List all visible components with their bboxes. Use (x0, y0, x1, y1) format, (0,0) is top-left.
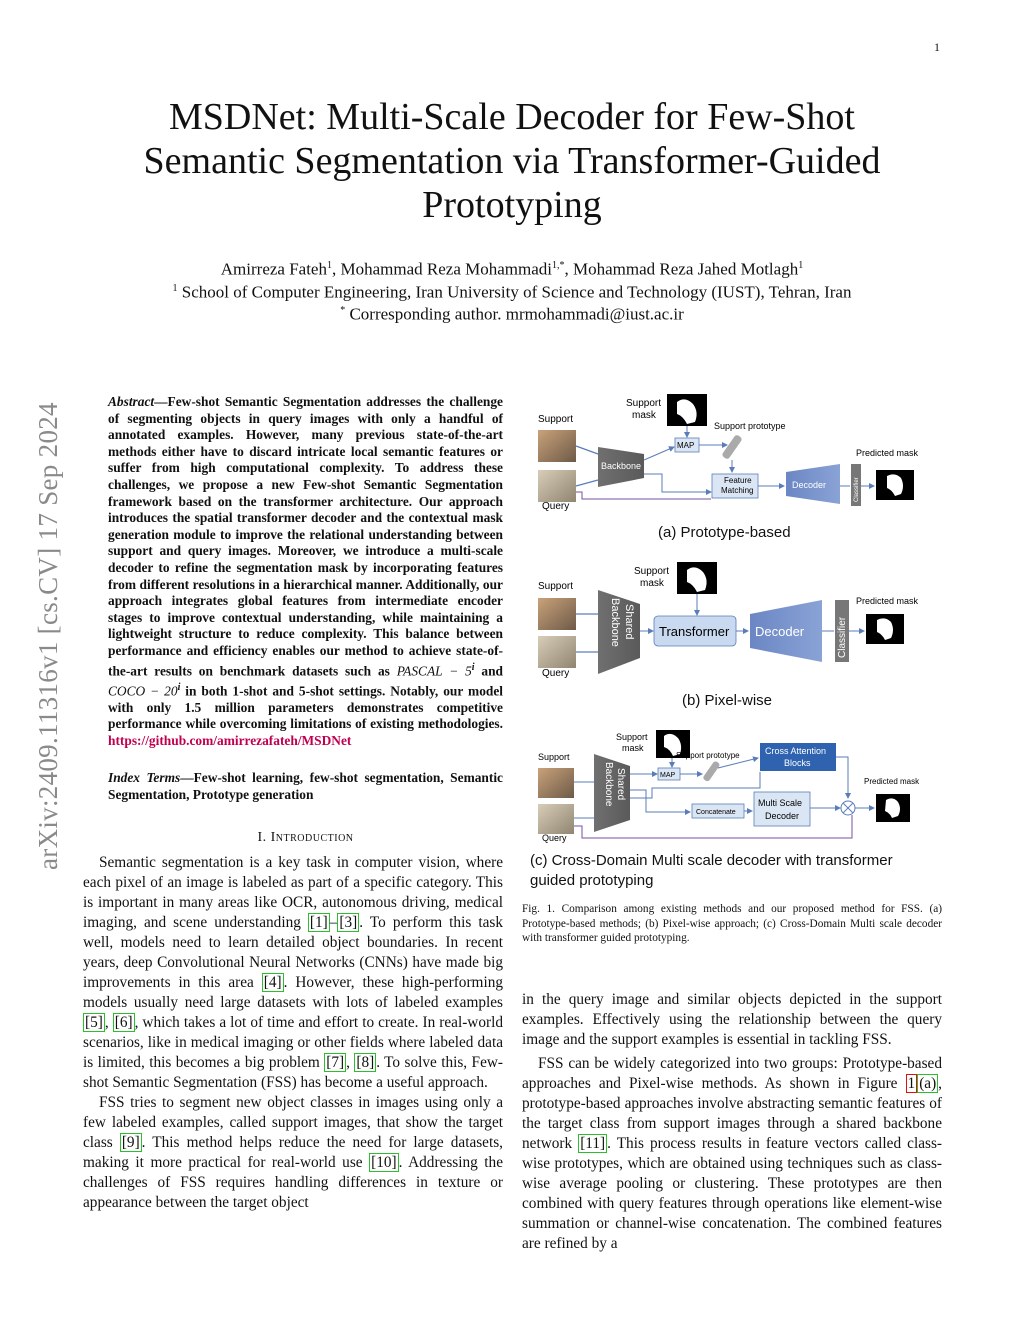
paragraph (522, 1054, 942, 1254)
abstract-dash: — (154, 394, 168, 409)
github-link[interactable]: https://github.com/amirrezafateh/MSDNet (108, 732, 352, 748)
author-affiliation-mark: 1 (326, 260, 332, 271)
citation-link[interactable]: [8] (356, 1054, 375, 1071)
citation-link[interactable]: [9] (121, 1134, 140, 1151)
prototype-based-diagram (522, 392, 942, 517)
arxiv-identifier-stamp: arXiv:2409.11316v1 [cs.CV] 17 Sep 2024 (33, 402, 63, 870)
support-image (538, 768, 574, 798)
arrow (576, 480, 598, 486)
label-query: Query (542, 501, 570, 512)
label-multi-scale: Multi Scale (758, 798, 803, 808)
index-terms-dash: — (180, 770, 194, 785)
dataset-superscript: i (471, 661, 475, 673)
label-decoder: Decoder (792, 480, 827, 490)
prototype-vector (702, 760, 720, 782)
text-run: FSS tries to segment new object classes in images using only a few labeled examples, called support images, that show the target class (83, 1094, 503, 1151)
text-run: – (329, 914, 338, 931)
right-column-text (522, 990, 942, 1254)
cross-domain-diagram (522, 728, 942, 848)
corresponding-mark: * (340, 305, 346, 316)
figure-1 (522, 392, 942, 902)
label-backbone: Backbone (601, 461, 642, 471)
prototype-vector (721, 434, 742, 460)
label-support: Support (538, 581, 574, 592)
abstract-text: and (474, 662, 503, 678)
author-list (80, 255, 944, 281)
citation-link[interactable]: [4] (263, 974, 282, 991)
query-image (538, 636, 576, 668)
label-query: Query (542, 833, 567, 843)
author-affiliation-mark: 1 (798, 260, 804, 271)
text-run: , prototype-based approaches involve abstracting semantic features of the target class from support images through a shared backbone network (522, 1075, 942, 1152)
abstract (108, 394, 503, 749)
text-run: FSS can be widely categorized into two groups: Prototype-based approaches and Pixel-wise methods. As shown in Figure (522, 1055, 942, 1092)
label-support-mask: mask (622, 743, 644, 753)
text-run: , (346, 1054, 355, 1071)
label-classifier: Classifier (837, 616, 848, 658)
label-classifier: Classifier (854, 477, 860, 502)
author-separator: , (331, 259, 341, 279)
text-run: . To solve this, Few-shot Semantic Segmentation (FSS) has become a useful approach. (83, 1054, 503, 1091)
label-concatenate: Concatenate (696, 809, 736, 816)
panel-b-caption: (b) Pixel-wise (682, 692, 773, 709)
label-backbone: Backbone (603, 762, 614, 807)
affiliation-text: School of Computer Engineering, Iran University of Science and Technology (IUST), Tehran, Iran (177, 282, 852, 302)
label-shared: Shared (623, 604, 635, 640)
label-cross-attention: Blocks (784, 758, 811, 768)
panel-c-caption: guided prototyping (530, 872, 654, 889)
arrow (576, 446, 598, 454)
label-support-mask: Support (626, 398, 662, 409)
label-predicted-mask: Predicted mask (856, 596, 919, 606)
label-matching: Matching (721, 486, 754, 495)
title-line-3: Prototyping (422, 184, 602, 226)
figure-link[interactable]: 1 (907, 1075, 916, 1092)
abstract-text: Few-shot Semantic Segmentation addresses the challenge of segmenting objects in query images with only a handful of annotated examples. However, many previous state-of-the-art methods either have to discard intricate local semantic features or suffer from high computational complexity. To address these challenges, we propose a new Few-shot Semantic Segmentation framework based on the transformer architecture. Our approach introduces the spatial transformer decoder and the contextual mask generation module to improve the relational understanding between support and query images. Moreover, we introduce a multi-scale decoder to refine the segmentation mask by incorporating features from different resolutions in a hierarchical manner. Additionally, our approach integrates global features from intermediate encoder stages to improve contextual understanding, while maintaining a lightweight structure to reduce complexity. This balance between performance and efficiency enables our method to achieve state-of-the-art results on benchmark datasets such as (108, 394, 503, 678)
label-support-mask: Support (634, 566, 670, 577)
support-image (538, 598, 576, 630)
paragraph: in the query image and similar objects depicted in the support examples. Effectively using the relationship between the query image and the support examples is essential in tackling FSS. (522, 991, 942, 1048)
label-support: Support (538, 752, 570, 762)
label-decoder: Decoder (755, 624, 805, 639)
arrow (576, 492, 711, 499)
panel-a-caption: (a) Prototype-based (658, 524, 791, 541)
paragraph (83, 853, 503, 1093)
corresponding-author (80, 300, 944, 326)
label-transformer: Transformer (659, 624, 730, 639)
index-terms-label: Index Terms (108, 770, 181, 785)
label-backbone: Backbone (609, 598, 621, 647)
citation-link[interactable]: [1] (309, 914, 328, 931)
paper-title (100, 95, 924, 227)
citation-link[interactable]: [5] (85, 1014, 103, 1031)
author-name: Mohammad Reza Mohammadi (340, 259, 552, 279)
label-decoder: Decoder (765, 811, 800, 821)
title-line-1: MSDNet: Multi-Scale Decoder for Few-Shot (169, 96, 855, 138)
arrow (630, 772, 760, 798)
panel-c-caption: (c) Cross-Domain Multi scale decoder with transformer (530, 852, 893, 869)
citation-link[interactable]: [3] (339, 914, 358, 931)
support-image (538, 430, 576, 462)
text-run: . However, these high-performing models usually need large datasets with lots of labeled examples (83, 974, 503, 1011)
author-name: Mohammad Reza Jahed Motlagh (573, 259, 799, 279)
label-map: MAP (660, 772, 676, 779)
label-support-mask: mask (640, 578, 664, 589)
citation-link[interactable]: [11] (580, 1135, 606, 1152)
label-shared: Shared (615, 768, 626, 801)
index-terms (108, 770, 503, 803)
label-predicted-mask: Predicted mask (856, 448, 919, 458)
page-number: 1 (934, 40, 940, 54)
label-predicted-mask: Predicted mask (864, 777, 920, 786)
text-run: . To perform this task well, models need to learn detailed object boundaries. In recent years, deep Convolutional Neural Networks (CNNs) have made big improvements in this area (83, 914, 503, 991)
figure-panel-b (522, 560, 942, 720)
abstract-text: in both 1-shot and 5-shot settings. Notably, our model with only 1.5 million parameters demonstrates competitive performance while overcoming limitations of existing methodologies. (108, 683, 504, 732)
introduction-text (83, 853, 503, 1213)
text-run: . This method helps reduce the need for large datasets, making it more practical for real-world use (83, 1134, 503, 1171)
text-run: , which takes a lot of time and effort to create. In real-world scenarios, like in medical imaging or other fields where labeled data is limited, this becomes a big problem (83, 1014, 503, 1071)
query-image (538, 470, 576, 502)
citation-link[interactable]: [6] (114, 1014, 133, 1031)
label-map: MAP (677, 441, 695, 450)
section-heading (108, 830, 503, 846)
section-title: Introduction (270, 830, 354, 845)
section-numeral: I. (257, 830, 271, 845)
figure-panel-a (522, 392, 942, 552)
title-line-2: Semantic Segmentation via Transformer-Guided (143, 140, 881, 182)
query-image (538, 804, 574, 834)
dataset-pascal: PASCAL − 5 (396, 662, 472, 678)
label-support-prototype: Support prototype (714, 421, 786, 431)
author-separator: , (564, 259, 573, 279)
text-run: . This process results in feature vectors called class-wise prototypes, which are obtained using techniques such as class-wise average pooling or clustering. These prototypes are then combined with query features through operations like element-wise summation or channel-wise concatenation. The combined features are refined by a (522, 1135, 942, 1252)
text-run: Semantic segmentation is a key task in computer vision, where each pixel of an image is labeled as part of a specific category. This is important in many areas like OCR, autonomous driving, medical imaging, and scene understanding (83, 854, 503, 931)
author-name: Amirreza Fateh (220, 259, 327, 279)
arrow (630, 790, 690, 812)
figure-panel-c (522, 728, 942, 902)
text-run: . Addressing the challenges of FSS requires handling differences in texture or appearance between the target object (83, 1154, 503, 1211)
text-run: , (104, 1014, 113, 1031)
dataset-coco: COCO − 20 (108, 683, 178, 699)
arrow (644, 447, 674, 460)
author-affiliation-mark: 1,* (552, 260, 565, 271)
corresponding-text: Corresponding author. mrmohammadi@iust.ac.ir (345, 304, 684, 324)
index-terms-text: Few-shot learning, few-shot segmentation, Semantic Segmentation, Prototype generation (108, 770, 503, 802)
paragraph (83, 1093, 503, 1213)
arrow (836, 757, 848, 798)
label-query: Query (542, 668, 570, 679)
pixel-wise-diagram (522, 560, 942, 685)
label-support-mask: mask (632, 410, 656, 421)
label-support: Support (538, 414, 574, 425)
label-cross-attention: Cross Attention (765, 746, 827, 756)
figure-subpanel-link[interactable]: (a) (919, 1075, 937, 1092)
dataset-superscript: i (177, 681, 181, 693)
abstract-label: Abstract (108, 394, 155, 409)
citation-link[interactable]: [7] (326, 1054, 345, 1071)
affiliation-mark: 1 (172, 283, 178, 294)
citation-link[interactable]: [10] (371, 1154, 397, 1171)
arrow (644, 474, 711, 492)
label-feature: Feature (724, 476, 752, 485)
figure-caption: Fig. 1. Comparison among existing methods and our proposed method for FSS. (a) Prototype-based methods; (b) Pixel-wise approach; (c) Cross-Domain Multi scale decoder with transformer guided prototyping. (522, 903, 942, 944)
label-support-prototype: Support prototype (676, 751, 740, 760)
label-support-mask: Support (616, 732, 648, 742)
